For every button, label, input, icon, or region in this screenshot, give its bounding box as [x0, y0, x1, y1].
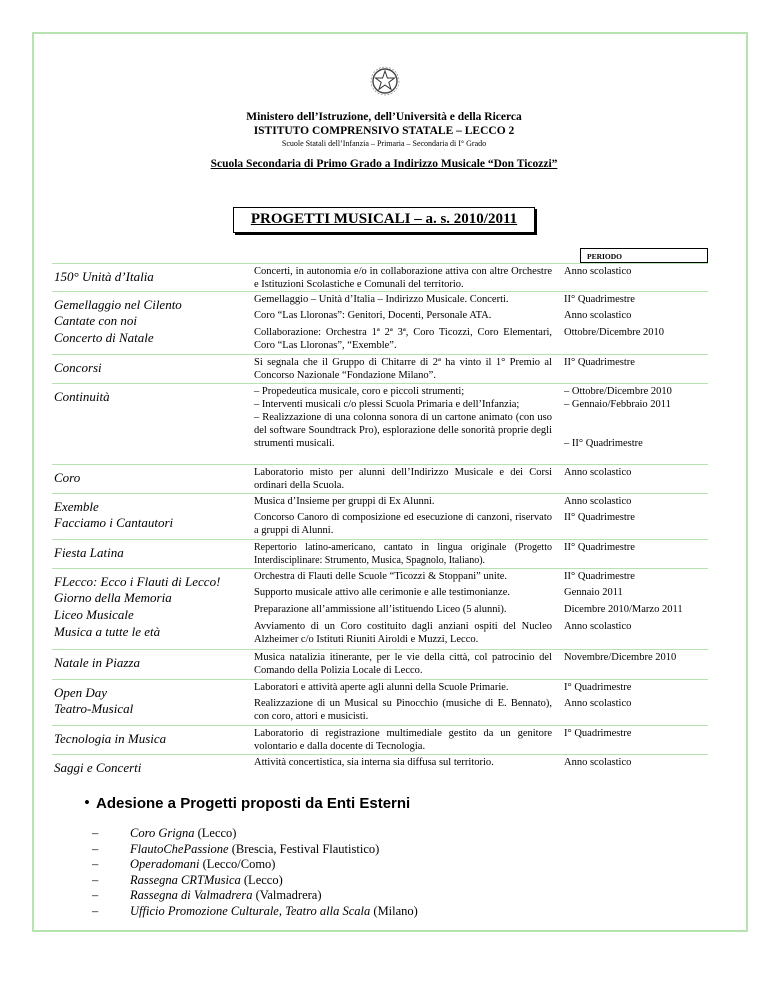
project-name: Cantate con noi [54, 313, 138, 328]
project-description: Concorso Canoro di composizione ed esecuzione di canzoni, riservato a gruppi di Alunni. [254, 512, 552, 536]
table-row [52, 354, 708, 384]
project-name: Facciamo i Cantautori [54, 515, 174, 530]
project-name: Natale in Piazza [54, 655, 140, 670]
project-name: Exemble [54, 499, 99, 514]
project-description: Laboratori e attività aperte agli alunni della Scuole Primarie. [254, 682, 509, 693]
project-period: Anno scolastico [564, 266, 632, 277]
project-name: Liceo Musicale [54, 607, 134, 622]
external-project-name: Ufficio Promozione Culturale, Teatro alla Scala [130, 903, 371, 918]
table-row [52, 696, 708, 725]
project-period: II° Quadrimestre [564, 542, 635, 553]
page-title: PROGETTI MUSICALI – a. s. 2010/2011 [250, 211, 518, 227]
table-row [52, 539, 708, 569]
external-project [130, 857, 275, 872]
project-period: II° Quadrimestre [564, 294, 635, 305]
table-row [52, 383, 708, 465]
external-project-name: Rassegna CRTMusica [130, 872, 241, 887]
external-project-place: (Brescia, Festival Flautistico) [228, 841, 380, 856]
project-period: Anno scolastico [564, 310, 632, 321]
list-dash: – [92, 857, 99, 871]
table-row [52, 754, 708, 777]
project-name: Continuità [54, 389, 110, 404]
table-row [52, 493, 708, 514]
table-row [52, 725, 708, 755]
external-project [130, 904, 418, 919]
project-period: I° Quadrimestre [564, 728, 632, 739]
table-row [52, 464, 708, 494]
project-description: Coro “Las Lloronas”: Genitori, Docenti, Personale ATA. [254, 310, 492, 321]
project-name: Tecnologia in Musica [54, 731, 167, 746]
title-box [233, 207, 535, 233]
project-period: – Ottobre/Dicembre 2010 – Gennaio/Febbraio 2011 – II° Quadrimestre [564, 386, 672, 449]
project-name: Open Day [54, 685, 108, 700]
project-description: Repertorio latino-americano, cantato in lingua originale (Progetto Interdisciplinare: Strumento, Musica, Spagnolo, Italiano). [254, 542, 552, 566]
table-row [52, 510, 708, 539]
project-description: Realizzazione di un Musical su Pinocchio (musiche di E. Bennato), con coro, attori e musicisti. [254, 698, 552, 722]
table-row [52, 649, 708, 680]
table-row [52, 308, 708, 328]
institute-name: ISTITUTO COMPRENSIVO STATALE – LECCO 2 [253, 125, 515, 137]
list-dash: – [92, 872, 99, 887]
project-name: Saggi e Concerti [54, 760, 142, 775]
external-project-place: (Lecco) [240, 872, 283, 887]
project-name: Concorsi [54, 360, 102, 375]
project-period: Ottobre/Dicembre 2010 [564, 327, 665, 338]
project-description: Collaborazione: Orchestra 1ª 2ª 3ª, Coro Ticozzi, Coro Elementari, Coro “Las Lloronas”, “Exemble”. [254, 327, 552, 351]
institute-subtitle: Scuole Statali dell’Infanzia – Primaria – Secondaria di I° Grado [281, 139, 487, 148]
project-description: Supporto musicale attivo alle cerimonie e alle testimonianze. [254, 587, 510, 598]
project-description: Laboratorio misto per alunni dell’Indirizzo Musicale e dei Corsi ordinari della Scuola. [254, 467, 552, 491]
external-project-place: (Valmadrera) [252, 888, 322, 902]
project-period: Anno scolastico [564, 621, 632, 632]
table-row [52, 585, 708, 605]
table-row [52, 602, 708, 622]
table-row [52, 619, 708, 649]
project-period: Anno scolastico [564, 757, 632, 768]
external-project-name: FlautoChePassione [130, 841, 229, 856]
project-period: II° Quadrimestre [564, 357, 635, 368]
external-project-place: (Lecco) [194, 826, 237, 840]
table-row [52, 568, 708, 589]
list-dash: – [92, 841, 99, 856]
external-project-name: Operadomani [130, 857, 200, 871]
project-period: Dicembre 2010/Marzo 2011 [564, 604, 683, 615]
table-row [52, 291, 708, 312]
project-description: Attività concertistica, sia interna sia diffusa sul territorio. [254, 757, 494, 768]
project-name: Concerto di Natale [54, 330, 154, 345]
external-project [130, 842, 379, 857]
list-dash: – [92, 888, 99, 902]
period-column-header: PERIODO [580, 248, 708, 263]
external-project-name: Coro Grigna [130, 826, 195, 840]
project-period: Gennaio 2011 [564, 587, 623, 598]
project-description: Avviamento di un Coro costituito dagli anziani ospiti del Nucleo Alzheimer c/o Istituti Riuniti Airoldi e Muzzi, Lecco. [254, 621, 552, 645]
external-project-name: Rassegna di Valmadrera [130, 888, 253, 902]
ministry-name: Ministero dell’Istruzione, dell’Università e della Ricerca [246, 111, 522, 123]
project-name: Coro [54, 470, 81, 485]
project-period: I° Quadrimestre [564, 682, 632, 693]
project-description: Concerti, in autonomia e/o in collaborazione attiva con altre Orchestre e Istituzioni Scolastiche e Comunali del territorio. [254, 266, 552, 290]
project-name: FLecco: Ecco i Flauti di Lecco! [54, 574, 221, 589]
project-name: Musica a tutte le età [54, 624, 161, 639]
list-dash: – [92, 826, 99, 840]
external-project [130, 873, 283, 888]
external-project-place: (Milano) [370, 903, 418, 918]
project-description: Musica d’Insieme per gruppi di Ex Alunni. [254, 496, 435, 507]
project-description: Laboratorio di registrazione multimediale gestito da un genitore volontario e dalla docente di Tecnologia. [254, 728, 552, 752]
project-period: Anno scolastico [564, 467, 632, 478]
external-project [130, 826, 236, 841]
project-name: Teatro-Musical [54, 701, 134, 716]
project-name: Gemellaggio nel Cilento [54, 297, 182, 312]
project-description: Musica natalizia itinerante, per le vie della città, col patrocinio del Comando della Polizia Locale di Lecco. [254, 652, 552, 676]
emblem-icon [370, 66, 400, 96]
project-period: Anno scolastico [564, 698, 632, 709]
external-projects-heading: Adesione a Progetti proposti da Enti Esterni [96, 795, 411, 812]
external-project [130, 888, 322, 903]
table-row [52, 263, 708, 292]
project-period: II° Quadrimestre [564, 571, 635, 582]
project-description: Preparazione all’ammissione all’istituendo Liceo (5 alunni). [254, 604, 507, 615]
project-period: Novembre/Dicembre 2010 [564, 652, 677, 663]
project-description: Gemellaggio – Unità d’Italia – Indirizzo Musicale. Concerti. [254, 294, 509, 305]
project-name: Fiesta Latina [54, 545, 124, 560]
list-dash: – [92, 903, 99, 918]
table-row [52, 679, 708, 700]
section-bullet: • [84, 793, 90, 812]
project-period: Anno scolastico [564, 496, 632, 507]
project-description: – Propedeutica musicale, coro e piccoli strumenti; – Interventi musicali c/o plessi Scuola Primaria e dell’Infanzia; – Realizzazione di una colonna sonora di un cartone animato (con uso del software Soundtrack Pro), esplorazione delle sonorità proprie degli strumenti musicali. [254, 386, 552, 449]
external-project-place: (Lecco/Como) [199, 857, 276, 871]
project-period: II° Quadrimestre [564, 512, 635, 523]
project-description: Orchestra di Flauti delle Scuole “Ticozzi & Stoppani” unite. [254, 571, 508, 582]
project-name: Giorno della Memoria [54, 590, 172, 605]
project-name: 150° Unità d’Italia [54, 269, 154, 284]
table-row [52, 325, 708, 354]
project-description: Si segnala che il Gruppo di Chitarre di 2ª ha vinto il 1° Premio al Concorso Nazionale “Fondazione Milano”. [254, 357, 552, 381]
school-name: Scuola Secondaria di Primo Grado a Indirizzo Musicale “Don Ticozzi” [210, 158, 558, 170]
